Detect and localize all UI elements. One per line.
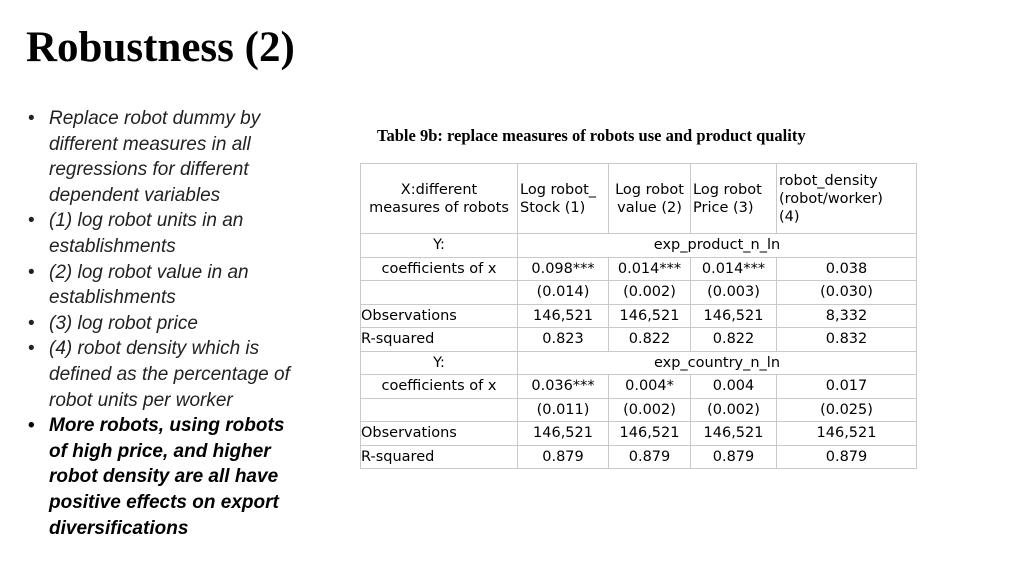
table-row-obs xyxy=(361,304,917,328)
table-cell: 0.832 xyxy=(777,328,917,352)
table-cell: 0.823 xyxy=(518,328,609,352)
table-row-r2 xyxy=(361,445,917,469)
header-line: measures of robots xyxy=(369,199,509,216)
table-cell: 146,521 xyxy=(691,304,777,328)
row-label: Observations xyxy=(361,422,518,446)
bullet-dot-icon: • xyxy=(28,261,35,283)
results-table xyxy=(360,163,917,469)
bullet-item xyxy=(28,336,303,413)
header-line: Price (3) xyxy=(693,199,754,216)
row-label xyxy=(361,281,518,305)
header-line: Log robot xyxy=(615,181,684,198)
table-cell: 0.004* xyxy=(609,375,691,399)
slide-title: Robustness (2) xyxy=(26,24,295,71)
table-cell: (0.002) xyxy=(691,398,777,422)
table-cell: 0.014*** xyxy=(609,257,691,281)
table-cell: 146,521 xyxy=(518,304,609,328)
row-label: coefficients of x xyxy=(361,375,518,399)
bullet-list xyxy=(28,106,303,541)
header-line: Log robot_ xyxy=(520,181,597,198)
header-line: robot_density xyxy=(779,172,878,189)
table-cell: (0.002) xyxy=(609,281,691,305)
bullet-dot-icon: • xyxy=(28,415,35,437)
table-row-obs xyxy=(361,422,917,446)
table-cell: 0.017 xyxy=(777,375,917,399)
table-cell: 0.822 xyxy=(691,328,777,352)
bullet-text: (3) log robot price xyxy=(49,312,198,334)
y-label: Y: xyxy=(361,351,518,375)
table-caption: Table 9b: replace measures of robots use and product quality xyxy=(377,126,806,145)
row-label: R-squared xyxy=(361,445,518,469)
table-cell: (0.011) xyxy=(518,398,609,422)
table-cell: 0.879 xyxy=(518,445,609,469)
bullet-text: (1) log robot units in an establishments xyxy=(49,210,244,257)
table-row-coef xyxy=(361,375,917,399)
header-line: value (2) xyxy=(617,199,682,216)
table-cell: 0.879 xyxy=(609,445,691,469)
y-variable: exp_country_n_ln xyxy=(518,351,917,375)
bullet-dot-icon: • xyxy=(28,108,35,129)
bullet-dot-icon: • xyxy=(28,312,35,334)
row-label: R-squared xyxy=(361,328,518,352)
table-cell: 0.879 xyxy=(691,445,777,469)
table-cell: (0.003) xyxy=(691,281,777,305)
row-label: Observations xyxy=(361,304,518,328)
bullet-item xyxy=(28,208,303,259)
header-x-label xyxy=(361,164,518,234)
header-col-4 xyxy=(777,164,917,234)
table-cell: 0.098*** xyxy=(518,257,609,281)
bullet-item xyxy=(28,106,303,208)
bullet-text: (4) robot density which is defined as the percentage of robot units per worker xyxy=(49,338,290,411)
header-line: (4) xyxy=(779,208,800,225)
table-cell: (0.030) xyxy=(777,281,917,305)
table-row-y xyxy=(361,351,917,375)
bullet-dot-icon: • xyxy=(28,210,35,232)
table-cell: 0.036*** xyxy=(518,375,609,399)
bullet-item xyxy=(28,311,303,337)
table-row-r2 xyxy=(361,328,917,352)
bullet-text: Replace robot dummy by different measures in all regressions for different dependent variables xyxy=(49,108,261,206)
table-row-coef xyxy=(361,257,917,281)
table-cell: 0.038 xyxy=(777,257,917,281)
header-line: Stock (1) xyxy=(520,199,586,216)
header-col-2 xyxy=(609,164,691,234)
header-line: Log robot xyxy=(693,181,762,198)
header-col-3 xyxy=(691,164,777,234)
bullet-item xyxy=(28,260,303,311)
table-cell: 0.822 xyxy=(609,328,691,352)
table-header-row xyxy=(361,164,917,234)
header-line: (robot/worker) xyxy=(779,190,883,207)
bullet-text: More robots, using robots of high price, and higher robot density are all have positive effects on export diversifications xyxy=(49,415,285,539)
table-row-se xyxy=(361,398,917,422)
bullet-text: (2) log robot value in an establishments xyxy=(49,261,249,309)
row-label xyxy=(361,398,518,422)
table-cell: 0.004 xyxy=(691,375,777,399)
table-cell: 8,332 xyxy=(777,304,917,328)
table-cell: (0.025) xyxy=(777,398,917,422)
header-line: X:different xyxy=(400,181,478,198)
header-col-1 xyxy=(518,164,609,234)
table-cell: 0.879 xyxy=(777,445,917,469)
table-cell: 146,521 xyxy=(777,422,917,446)
table-cell: 146,521 xyxy=(609,422,691,446)
bullet-dot-icon: • xyxy=(28,338,35,360)
table-cell: (0.002) xyxy=(609,398,691,422)
y-variable: exp_product_n_ln xyxy=(518,234,917,258)
row-label: coefficients of x xyxy=(361,257,518,281)
table-row-se xyxy=(361,281,917,305)
table-cell: 0.014*** xyxy=(691,257,777,281)
table-cell: 146,521 xyxy=(691,422,777,446)
table-cell: (0.014) xyxy=(518,281,609,305)
y-label: Y: xyxy=(361,234,518,258)
table-cell: 146,521 xyxy=(609,304,691,328)
table-cell: 146,521 xyxy=(518,422,609,446)
bullet-item-conclusion xyxy=(28,413,303,541)
table-row-y xyxy=(361,234,917,258)
